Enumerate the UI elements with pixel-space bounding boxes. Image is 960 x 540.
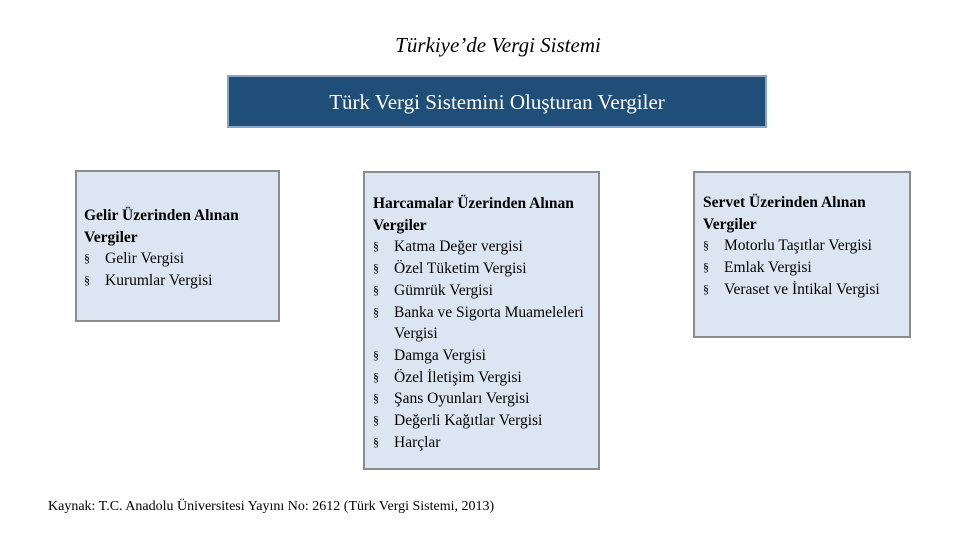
card-title: Gelir Üzerinden Alınan Vergiler xyxy=(84,207,239,246)
list-item xyxy=(703,257,905,279)
list-item-label: Şans Oyunları Vergisi xyxy=(394,390,530,408)
bullet-icon: § xyxy=(703,260,709,275)
bullet-icon: § xyxy=(84,273,90,288)
bullet-icon: § xyxy=(373,261,379,276)
bullet-icon: § xyxy=(84,251,90,266)
card-wealth-taxes xyxy=(693,171,911,338)
tax-list xyxy=(703,235,905,300)
bullet-icon: § xyxy=(703,238,709,253)
list-item xyxy=(373,258,592,280)
bullet-icon: § xyxy=(373,347,379,362)
card-title: Servet Üzerinden Alınan Vergiler xyxy=(703,194,866,233)
list-item-label: Değerli Kağıtlar Vergisi xyxy=(394,412,543,430)
bullet-icon: § xyxy=(373,413,379,428)
list-item-label: Gümrük Vergisi xyxy=(394,281,493,299)
bullet-icon: § xyxy=(373,369,379,384)
card-income-taxes xyxy=(75,170,280,322)
list-item xyxy=(373,388,592,410)
list-item-label: Gelir Vergisi xyxy=(105,250,185,268)
list-item-label: Motorlu Taşıtlar Vergisi xyxy=(724,237,872,255)
bullet-icon: § xyxy=(373,391,379,406)
list-item-label: Özel Tüketim Vergisi xyxy=(394,260,527,278)
list-item-label: Banka ve Sigorta Muameleleri Vergisi xyxy=(394,303,584,343)
card-expenditure-taxes xyxy=(363,171,600,470)
bullet-icon: § xyxy=(373,239,379,254)
list-item-label: Katma Değer vergisi xyxy=(394,238,523,256)
list-item xyxy=(373,236,592,258)
list-item-label: Harçlar xyxy=(394,433,441,451)
header-box xyxy=(227,75,767,128)
list-item-label: Veraset ve İntikal Vergisi xyxy=(724,280,880,298)
list-item xyxy=(373,280,592,302)
list-item-label: Kurumlar Vergisi xyxy=(105,272,213,290)
list-item xyxy=(373,432,592,454)
header-text: Türk Vergi Sistemini Oluşturan Vergiler xyxy=(329,89,665,114)
card-title: Harcamalar Üzerinden Alınan Vergiler xyxy=(373,195,574,234)
list-item-label: Özel İletişim Vergisi xyxy=(394,368,522,386)
bullet-icon: § xyxy=(373,304,379,319)
list-item xyxy=(84,248,272,270)
page-title: Türkiye’de Vergi Sistemi xyxy=(395,33,601,57)
list-item xyxy=(373,302,592,345)
list-item-label: Emlak Vergisi xyxy=(724,259,812,277)
list-item-label: Damga Vergisi xyxy=(394,346,486,364)
bullet-icon: § xyxy=(373,282,379,297)
tax-list xyxy=(373,236,592,453)
list-item xyxy=(373,367,592,389)
bullet-icon: § xyxy=(373,434,379,449)
bullet-icon: § xyxy=(703,281,709,296)
list-item xyxy=(373,345,592,367)
source-note: Kaynak: T.C. Anadolu Üniversitesi Yayını No: 2612 (Türk Vergi Sistemi, 2013) xyxy=(48,499,495,514)
list-item xyxy=(373,410,592,432)
list-item xyxy=(703,279,905,301)
list-item xyxy=(84,270,272,292)
tax-list xyxy=(84,248,272,291)
list-item xyxy=(703,235,905,257)
